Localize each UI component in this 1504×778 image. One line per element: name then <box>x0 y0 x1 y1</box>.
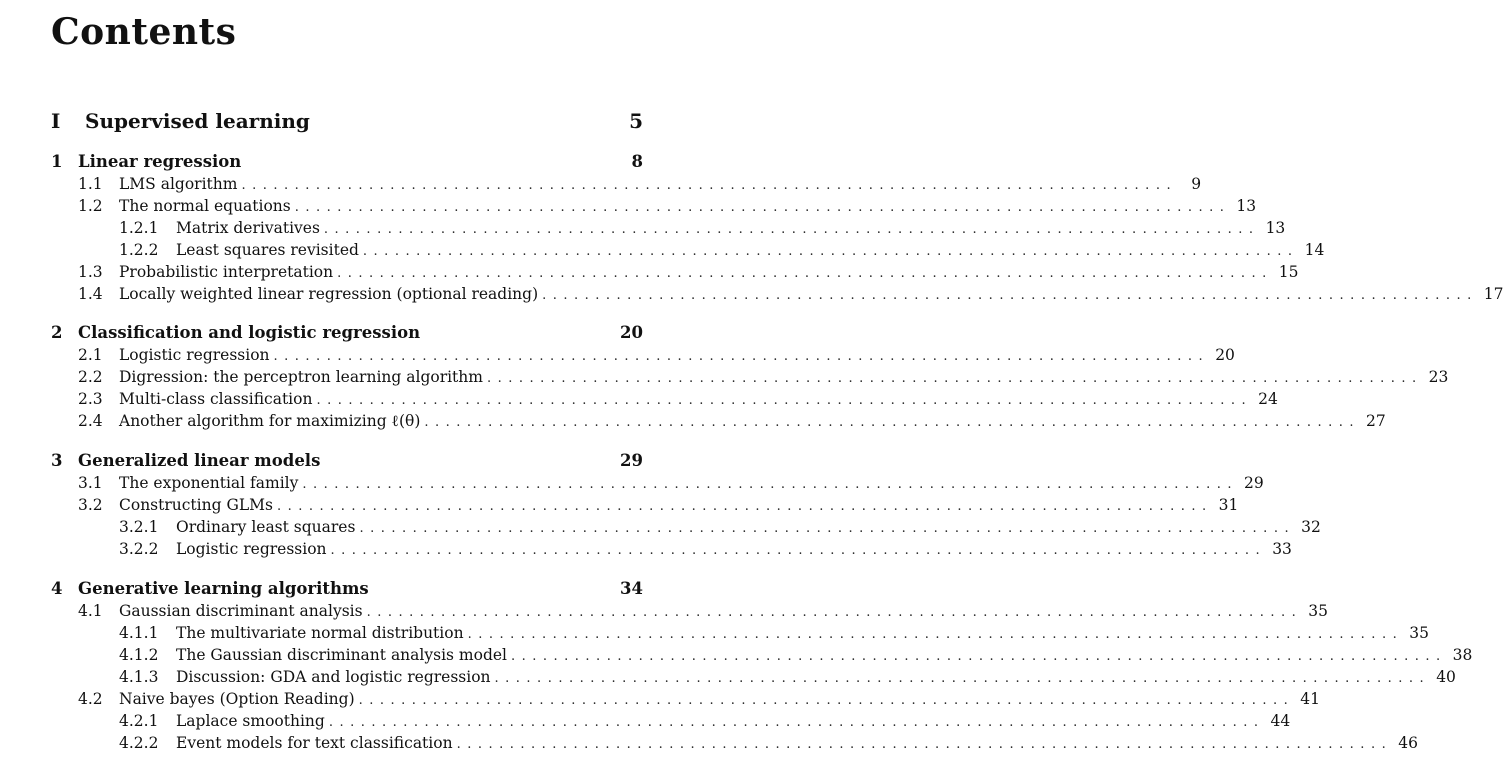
dot-leader: ........................................................................................ <box>424 415 1361 430</box>
dot-leader: ........................................................................................ <box>323 222 1260 237</box>
subsection-number: 4.2.2 <box>119 734 159 752</box>
section-number: 2.1 <box>78 346 103 364</box>
subsection-title: The multivariate normal distribution <box>176 624 464 642</box>
dot-leader: ........................................................................................ <box>328 715 1265 730</box>
subsection-page-number: 46 <box>1398 734 1418 752</box>
section-title: Gaussian discriminant analysis <box>119 602 363 620</box>
subsection-number: 4.1.1 <box>119 624 159 642</box>
toc-section-entry[interactable] <box>78 388 1278 410</box>
subsection-page-number: 32 <box>1301 518 1321 536</box>
dot-leader: ........................................................................................ <box>494 671 1431 686</box>
subsection-page-number: 33 <box>1272 540 1292 558</box>
section-number: 2.3 <box>78 390 103 408</box>
section-page-number: 41 <box>1300 690 1321 708</box>
section-title: Constructing GLMs <box>119 496 273 514</box>
section-title: Logistic regression <box>119 346 270 364</box>
subsection-number: 3.2.1 <box>119 518 159 536</box>
subsection-title: Logistic regression <box>176 540 327 558</box>
subsection-page-number: 40 <box>1436 668 1456 686</box>
section-number: 1.1 <box>78 175 103 193</box>
section-title: Another algorithm for maximizing ℓ(θ) <box>119 412 421 430</box>
toc-subsection-entry[interactable] <box>119 538 1292 560</box>
toc-subsection-entry[interactable] <box>119 516 1321 538</box>
dot-leader: ........................................................................................ <box>330 543 1267 558</box>
toc-chapter-entry[interactable] <box>51 322 643 344</box>
dot-leader: ........................................................................................ <box>511 649 1447 664</box>
toc-part-entry[interactable] <box>51 107 643 135</box>
toc-chapter-entry[interactable] <box>51 151 643 173</box>
dot-leader: ........................................................................................ <box>337 266 1273 281</box>
toc-section-entry[interactable] <box>78 600 1328 622</box>
chapter-number: 2 <box>51 323 63 342</box>
dot-leader: ........................................................................................ <box>241 178 1178 193</box>
dot-leader: ........................................................................................ <box>359 521 1296 536</box>
dot-leader: ........................................................................................ <box>542 288 1478 303</box>
section-number: 1.3 <box>78 263 103 281</box>
dot-leader: ........................................................................................ <box>276 499 1213 514</box>
section-title: Naive bayes (Option Reading) <box>119 690 355 708</box>
toc-section-entry[interactable] <box>78 688 1321 710</box>
part-number: I <box>51 109 61 133</box>
chapter-number: 3 <box>51 451 63 470</box>
section-number: 3.1 <box>78 474 103 492</box>
toc-subsection-entry[interactable] <box>119 217 1286 239</box>
page-title: Contents <box>51 11 237 53</box>
chapter-title: Generative learning algorithms <box>78 579 369 598</box>
toc-subsection-entry[interactable] <box>119 710 1291 732</box>
chapter-page-number: 29 <box>620 451 643 470</box>
section-title: The exponential family <box>119 474 299 492</box>
subsection-title: Ordinary least squares <box>176 518 356 536</box>
section-title: Probabilistic interpretation <box>119 263 334 281</box>
section-number: 1.4 <box>78 285 103 303</box>
subsection-number: 4.2.1 <box>119 712 159 730</box>
toc-section-entry[interactable] <box>78 472 1264 494</box>
section-title: Digression: the perceptron learning algorithm <box>119 368 483 386</box>
toc-subsection-entry[interactable] <box>119 732 1418 754</box>
section-number: 4.2 <box>78 690 103 708</box>
dot-leader: ........................................................................................ <box>456 737 1393 752</box>
toc-section-entry[interactable] <box>78 494 1239 516</box>
section-page-number: 24 <box>1258 390 1278 408</box>
section-page-number: 13 <box>1236 197 1257 215</box>
dot-leader: ........................................................................................ <box>362 244 1299 259</box>
section-page-number: 31 <box>1218 496 1239 514</box>
toc-subsection-entry[interactable] <box>119 644 1473 666</box>
chapter-number: 4 <box>51 579 63 598</box>
section-title: LMS algorithm <box>119 175 238 193</box>
toc-section-entry[interactable] <box>78 173 1202 195</box>
chapter-page-number: 34 <box>620 579 643 598</box>
section-title: Locally weighted linear regression (optional reading) <box>119 285 539 303</box>
subsection-title: Laplace smoothing <box>176 712 325 730</box>
chapter-title: Linear regression <box>78 152 242 171</box>
dot-leader: ........................................................................................ <box>294 200 1231 215</box>
subsection-page-number: 13 <box>1265 219 1286 237</box>
chapter-page-number: 8 <box>631 152 643 171</box>
subsection-page-number: 35 <box>1409 624 1429 642</box>
dot-leader: ........................................................................................ <box>358 693 1295 708</box>
chapter-title: Classification and logistic regression <box>78 323 421 342</box>
section-page-number: 27 <box>1366 412 1386 430</box>
dot-leader: ........................................................................................ <box>302 477 1239 492</box>
chapter-title: Generalized linear models <box>78 451 321 470</box>
chapter-page-number: 20 <box>620 323 643 342</box>
dot-leader: ........................................................................................ <box>467 627 1404 642</box>
section-title: The normal equations <box>119 197 291 215</box>
subsection-page-number: 38 <box>1452 646 1473 664</box>
dot-leader: ........................................................................................ <box>316 393 1253 408</box>
subsection-title: Event models for text classification <box>176 734 453 752</box>
subsection-number: 1.2.1 <box>119 219 159 237</box>
subsection-page-number: 14 <box>1304 241 1325 259</box>
toc-subsection-entry[interactable] <box>119 666 1456 688</box>
subsection-title: Least squares revisited <box>176 241 359 259</box>
part-page-number: 5 <box>629 109 643 133</box>
toc-section-entry[interactable] <box>78 344 1235 366</box>
section-page-number: 20 <box>1215 346 1235 364</box>
toc-section-entry[interactable] <box>78 366 1449 388</box>
chapter-number: 1 <box>51 152 63 171</box>
section-page-number: 15 <box>1278 263 1299 281</box>
subsection-number: 3.2.2 <box>119 540 159 558</box>
section-page-number: 9 <box>1191 175 1202 193</box>
section-number: 1.2 <box>78 197 103 215</box>
dot-leader: ........................................................................................ <box>486 371 1423 386</box>
dot-leader: ........................................................................................ <box>273 349 1210 364</box>
part-title: Supervised learning <box>85 109 310 133</box>
subsection-number: 4.1.2 <box>119 646 159 664</box>
section-page-number: 29 <box>1244 474 1264 492</box>
subsection-page-number: 44 <box>1270 712 1291 730</box>
section-number: 2.4 <box>78 412 103 430</box>
subsection-title: Discussion: GDA and logistic regression <box>176 668 491 686</box>
toc-section-entry[interactable] <box>78 195 1257 217</box>
subsection-title: Matrix derivatives <box>176 219 320 237</box>
toc-chapter-entry[interactable] <box>51 578 643 600</box>
section-number: 2.2 <box>78 368 103 386</box>
section-page-number: 17 <box>1483 285 1504 303</box>
dot-leader: ........................................................................................ <box>366 605 1303 620</box>
toc-section-entry[interactable] <box>78 410 1386 432</box>
subsection-number: 1.2.2 <box>119 241 159 259</box>
section-title: Multi-class classification <box>119 390 313 408</box>
toc-subsection-entry[interactable] <box>119 239 1325 261</box>
section-number: 4.1 <box>78 602 103 620</box>
toc-section-entry[interactable] <box>78 261 1299 283</box>
subsection-title: The Gaussian discriminant analysis model <box>176 646 507 664</box>
toc-chapter-entry[interactable] <box>51 450 643 472</box>
toc-section-entry[interactable] <box>78 283 1504 305</box>
section-page-number: 23 <box>1428 368 1449 386</box>
toc-subsection-entry[interactable] <box>119 622 1429 644</box>
section-number: 3.2 <box>78 496 103 514</box>
subsection-number: 4.1.3 <box>119 668 159 686</box>
section-page-number: 35 <box>1308 602 1328 620</box>
